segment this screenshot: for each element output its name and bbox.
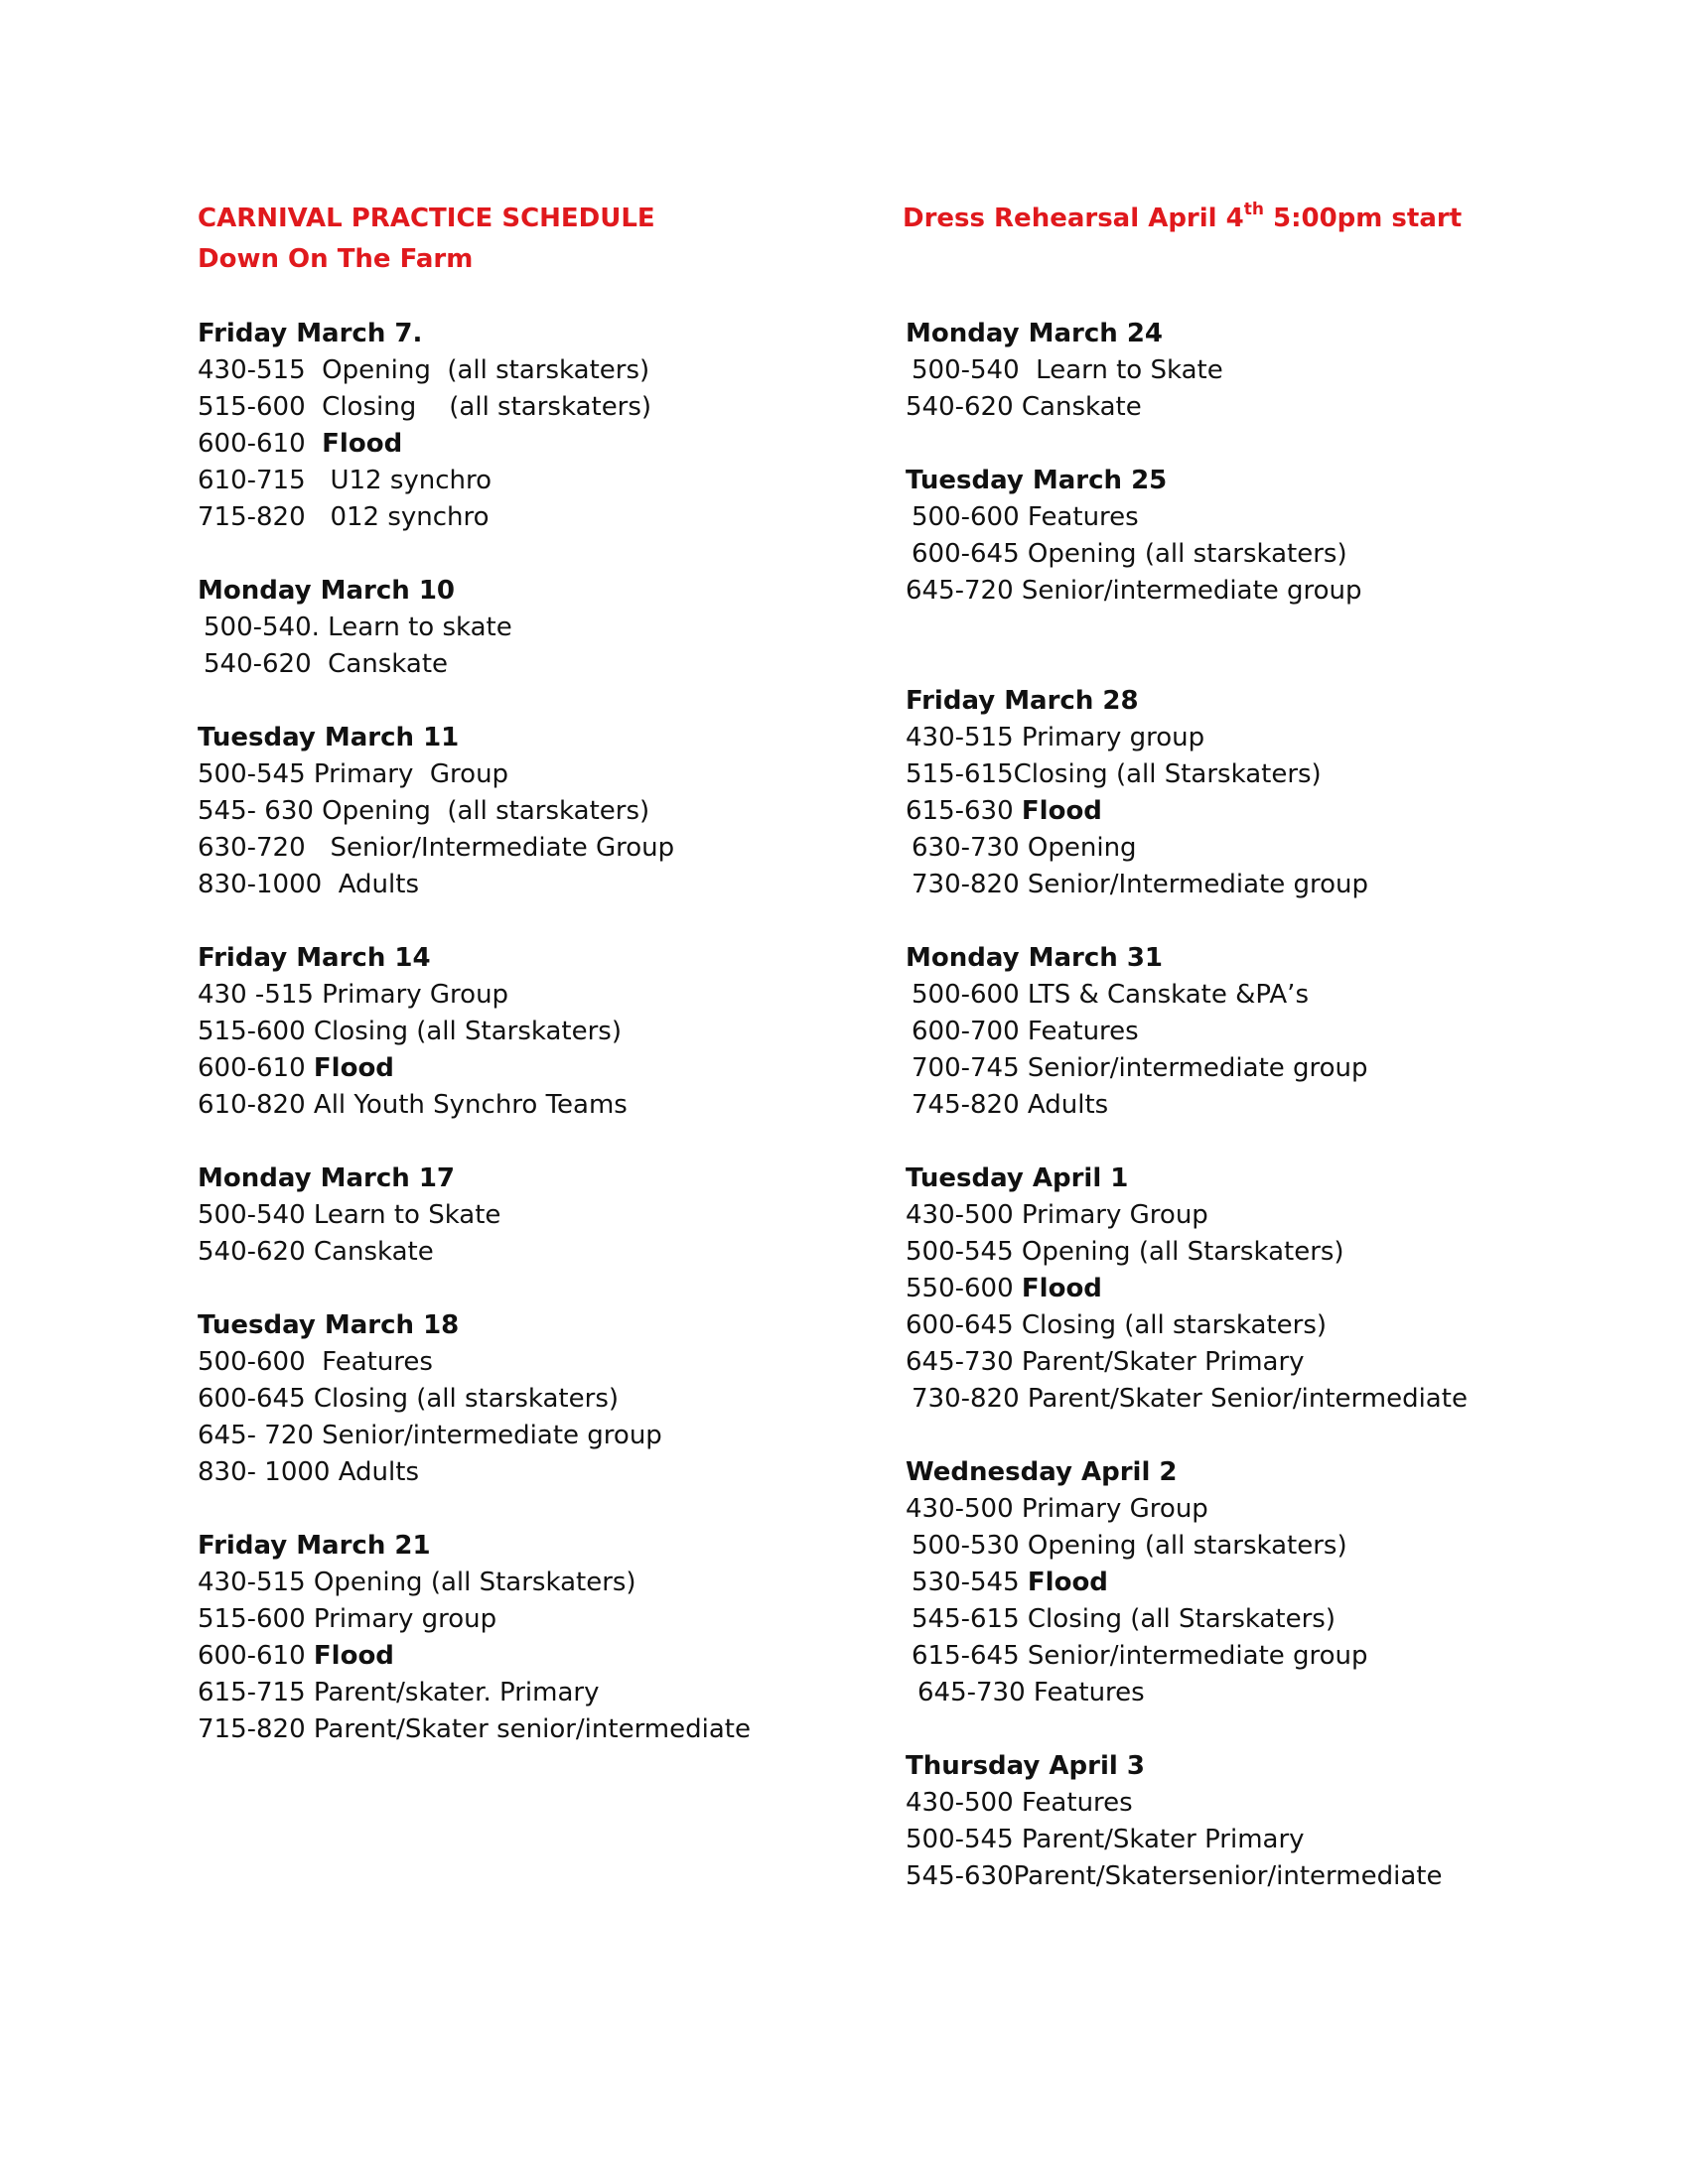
entry-activity: Primary group — [313, 1604, 497, 1634]
day-heading: Monday March 10 — [198, 576, 455, 606]
entry-spacing — [306, 1017, 314, 1046]
entry-time: 630-730 — [912, 833, 1020, 863]
entry-time: 430 -515 — [198, 980, 314, 1010]
day-heading: Friday March 14 — [198, 943, 431, 973]
schedule-entry — [906, 1050, 1660, 1087]
schedule-entry — [906, 756, 1660, 793]
entry-spacing — [1020, 1053, 1028, 1083]
entry-activity: Parent/Skater Senior/intermediate — [1027, 1384, 1468, 1414]
entry-time: 615-645 — [912, 1641, 1020, 1671]
schedule-entry — [906, 1307, 1660, 1344]
entry-spacing — [1020, 539, 1028, 569]
entry-activity: Senior/intermediate group — [1021, 576, 1362, 606]
entry-spacing — [1020, 1017, 1028, 1046]
day-block — [198, 1307, 952, 1491]
day-heading: Monday March 31 — [906, 943, 1163, 973]
entry-time: 600-610 — [198, 1641, 306, 1671]
entry-time: 500-545 — [198, 759, 306, 789]
day-block — [198, 940, 952, 1124]
entry-spacing — [1020, 502, 1028, 532]
schedule-column-left — [198, 316, 952, 1748]
entry-time: 530-545 — [912, 1568, 1020, 1597]
entry-time: 630-720 — [198, 833, 306, 863]
entry-spacing — [322, 870, 339, 899]
day-block — [198, 1160, 952, 1271]
entry-time: 430-500 — [906, 1494, 1014, 1524]
entry-activity: Closing (all starskaters) — [1021, 1310, 1328, 1340]
entry-time: 500-545 — [906, 1825, 1014, 1854]
entry-spacing — [1014, 1200, 1022, 1230]
entry-activity: 012 synchro — [330, 502, 490, 532]
entry-time: 430-515 — [198, 355, 306, 385]
entry-activity: Opening (all starskaters) — [322, 355, 650, 385]
schedule-entry — [198, 1197, 952, 1234]
entry-time: 830-1000 — [198, 870, 323, 899]
schedule-entry — [906, 720, 1660, 756]
schedule-entry — [906, 1858, 1660, 1895]
entry-time: 645-730 — [917, 1678, 1026, 1707]
schedule-entry — [906, 1822, 1660, 1858]
schedule-entry — [198, 977, 952, 1014]
entry-time: 830- 1000 — [198, 1457, 331, 1487]
entry-time: 545- 630 — [198, 796, 314, 826]
entry-time: 500-600 — [198, 1347, 306, 1377]
schedule-entry — [906, 1381, 1660, 1418]
schedule-entry — [906, 1491, 1660, 1528]
schedule-entry — [198, 1087, 952, 1124]
entry-activity: Canskate — [1021, 392, 1142, 422]
entry-time: 550-600 — [906, 1274, 1014, 1303]
entry-activity: Learn to Skate — [313, 1200, 501, 1230]
day-block — [906, 1160, 1660, 1418]
day-block — [198, 720, 952, 903]
schedule-entry — [198, 1454, 952, 1491]
schedule-entry — [198, 1711, 952, 1748]
schedule-entry — [906, 1601, 1660, 1638]
entry-flood: Flood — [313, 1641, 394, 1671]
schedule-entry — [198, 1675, 952, 1711]
entry-activity: Canskate — [313, 1237, 434, 1267]
entry-time: 600-645 — [912, 539, 1020, 569]
entry-time: 500-540 — [198, 1200, 306, 1230]
entry-time: 700-745 — [912, 1053, 1020, 1083]
entry-spacing — [1014, 392, 1022, 422]
entry-time: 730-820 — [912, 1384, 1020, 1414]
entry-activity: Opening (all Starskaters) — [313, 1568, 636, 1597]
entry-time: 430-515 — [906, 723, 1014, 752]
entry-spacing — [314, 980, 322, 1010]
entry-spacing — [306, 1384, 314, 1414]
day-heading: Tuesday March 18 — [198, 1310, 460, 1340]
entry-time: 430-515 — [198, 1568, 306, 1597]
entry-activity: Senior/intermediate group — [1027, 1641, 1368, 1671]
entry-time: 615-715 — [198, 1678, 306, 1707]
entry-time: 645- 720 — [198, 1421, 314, 1450]
entry-activity: Parent/Skater Primary — [1021, 1347, 1305, 1377]
day-heading: Tuesday April 1 — [906, 1163, 1129, 1193]
entry-activity: Features — [1027, 1017, 1139, 1046]
entry-spacing — [314, 796, 322, 826]
schedule-entry — [906, 1234, 1660, 1271]
schedule-entry — [906, 352, 1660, 389]
entry-time: 515-600 — [198, 392, 306, 422]
day-block — [198, 573, 952, 683]
day-block — [906, 463, 1660, 610]
entry-time: 500-600 — [912, 980, 1020, 1010]
entry-spacing — [1020, 1384, 1028, 1414]
entry-spacing — [306, 1604, 314, 1634]
entry-activity: All Youth Synchro Teams — [313, 1090, 628, 1120]
schedule-entry — [906, 793, 1660, 830]
day-heading: Friday March 21 — [198, 1531, 431, 1561]
entry-activity: Features — [1021, 1788, 1133, 1818]
day-block — [906, 683, 1660, 903]
entry-activity: Senior/intermediate group — [1027, 1053, 1368, 1083]
entry-flood: Flood — [313, 1053, 394, 1083]
schedule-entry — [906, 1014, 1660, 1050]
schedule-entry — [198, 1234, 952, 1271]
entry-time: 540-620 — [198, 1237, 306, 1267]
entry-time: 540-620 — [906, 392, 1014, 422]
entry-activity: Closing (all Starskaters) — [1013, 759, 1322, 789]
entry-spacing — [306, 1347, 323, 1377]
entry-spacing — [1020, 1531, 1028, 1561]
entry-time: 515-600 — [198, 1017, 306, 1046]
entry-activity: Parent/Skater Primary — [1021, 1825, 1305, 1854]
entry-activity: Features — [1033, 1678, 1145, 1707]
schedule-entry — [198, 352, 952, 389]
schedule-entry — [198, 1418, 952, 1454]
entry-activity: Primary Group — [1021, 1494, 1208, 1524]
entry-spacing — [1014, 1494, 1022, 1524]
schedule-entry — [198, 1601, 952, 1638]
entry-time: 545-615 — [912, 1604, 1020, 1634]
entry-activity: Opening (all Starskaters) — [1021, 1237, 1344, 1267]
entry-activity: Features — [1027, 502, 1139, 532]
entry-activity: Opening — [1027, 833, 1137, 863]
entry-spacing — [1014, 1825, 1022, 1854]
entry-time: 515-615 — [906, 759, 1014, 789]
entry-time: 500-540 — [912, 355, 1020, 385]
schedule-entry — [906, 1197, 1660, 1234]
schedule-title: CARNIVAL PRACTICE SCHEDULE — [198, 204, 655, 233]
entry-activity: Adults — [338, 870, 419, 899]
entry-activity: Primary Group — [313, 759, 509, 789]
schedule-entry — [198, 1014, 952, 1050]
entry-spacing — [306, 1200, 314, 1230]
entry-flood: Flood — [1027, 1568, 1108, 1597]
entry-spacing — [1026, 1678, 1034, 1707]
entry-spacing — [330, 1457, 338, 1487]
entry-time: 600-610 — [198, 429, 306, 459]
entry-spacing — [306, 502, 331, 532]
schedule-entry — [198, 610, 952, 646]
schedule-entry — [906, 1087, 1660, 1124]
entry-activity: Learn to skate — [328, 613, 512, 642]
entry-time: 500-530 — [912, 1531, 1020, 1561]
entry-flood: Flood — [1021, 796, 1102, 826]
day-block — [906, 940, 1660, 1124]
entry-spacing — [1020, 870, 1028, 899]
entry-activity: Parent/skater. Primary — [313, 1678, 600, 1707]
entry-spacing — [306, 1090, 314, 1120]
day-block — [906, 1454, 1660, 1711]
day-block — [906, 1748, 1660, 1895]
entry-spacing — [1020, 1568, 1028, 1597]
entry-time: 500-600 — [912, 502, 1020, 532]
schedule-entry — [906, 867, 1660, 903]
entry-spacing — [1020, 1641, 1028, 1671]
schedule-entry — [198, 793, 952, 830]
entry-time: 745-820 — [912, 1090, 1020, 1120]
schedule-entry — [906, 1344, 1660, 1381]
entry-time: 645-730 — [906, 1347, 1014, 1377]
schedule-entry — [198, 756, 952, 793]
schedule-entry — [906, 1565, 1660, 1601]
day-heading: Monday March 17 — [198, 1163, 455, 1193]
schedule-column-right — [906, 316, 1660, 1895]
entry-time: 515-600 — [198, 1604, 306, 1634]
day-block — [198, 1528, 952, 1748]
day-block — [198, 316, 952, 536]
entry-spacing — [306, 1714, 314, 1744]
entry-time: 545-630 — [906, 1861, 1014, 1891]
entry-activity: Opening (all starskaters) — [1027, 539, 1347, 569]
entry-spacing — [320, 613, 328, 642]
entry-spacing — [1020, 980, 1028, 1010]
entry-spacing — [306, 1568, 314, 1597]
schedule-entry — [198, 646, 952, 683]
entry-flood: Flood — [1021, 1274, 1102, 1303]
schedule-entry — [198, 830, 952, 867]
entry-spacing — [1014, 1310, 1022, 1340]
entry-time: 600-645 — [906, 1310, 1014, 1340]
schedule-entry — [906, 573, 1660, 610]
schedule-entry — [198, 1344, 952, 1381]
schedule-entry — [198, 1638, 952, 1675]
schedule-entry — [198, 499, 952, 536]
entry-time: 645-720 — [906, 576, 1014, 606]
schedule-entry — [906, 1638, 1660, 1675]
entry-activity: Adults — [338, 1457, 419, 1487]
day-heading: Monday March 24 — [906, 319, 1163, 348]
schedule-entry — [906, 499, 1660, 536]
entry-spacing — [306, 759, 314, 789]
entry-spacing — [1020, 1090, 1028, 1120]
entry-activity: Senior/intermediate group — [322, 1421, 662, 1450]
day-heading: Tuesday March 11 — [198, 723, 460, 752]
schedule-entry — [198, 389, 952, 426]
entry-activity: Parent/Skater senior/intermediate — [313, 1714, 751, 1744]
entry-activity: Adults — [1027, 1090, 1109, 1120]
entry-activity: Canskate — [328, 649, 449, 679]
entry-spacing — [314, 1421, 322, 1450]
schedule-entry — [198, 1565, 952, 1601]
entry-activity: Primary Group — [1021, 1200, 1208, 1230]
day-heading: Thursday April 3 — [906, 1751, 1145, 1781]
entry-time: 715-820 — [198, 502, 306, 532]
entry-time: 610-715 — [198, 466, 306, 495]
entry-spacing — [306, 466, 331, 495]
entry-spacing — [1014, 1237, 1022, 1267]
entry-time: 730-820 — [912, 870, 1020, 899]
entry-spacing — [1020, 833, 1028, 863]
entry-spacing — [1014, 1347, 1022, 1377]
entry-time: 600-610 — [198, 1053, 306, 1083]
entry-activity: Features — [322, 1347, 433, 1377]
entry-flood: Flood — [322, 429, 403, 459]
schedule-entry — [906, 536, 1660, 573]
entry-activity: Senior/Intermediate Group — [330, 833, 675, 863]
day-heading: Tuesday March 25 — [906, 466, 1168, 495]
day-block — [906, 316, 1660, 426]
entry-time: 600-700 — [912, 1017, 1020, 1046]
entry-spacing — [306, 355, 323, 385]
entry-activity: Opening (all starskaters) — [1027, 1531, 1347, 1561]
entry-time: 615-630 — [906, 796, 1014, 826]
entry-activity: Closing (all Starskaters) — [1027, 1604, 1336, 1634]
entry-spacing — [306, 1053, 314, 1083]
schedule-entry — [198, 867, 952, 903]
entry-time: 500-540. — [204, 613, 320, 642]
dress-rehearsal-note: Dress Rehearsal April 4th 5:00pm start — [903, 200, 1463, 233]
schedule-entry — [906, 1785, 1660, 1822]
entry-spacing — [1014, 1788, 1022, 1818]
schedule-entry — [906, 1271, 1660, 1307]
entry-time: 500-545 — [906, 1237, 1014, 1267]
entry-time: 430-500 — [906, 1788, 1014, 1818]
schedule-subtitle: Down On The Farm — [198, 244, 474, 274]
entry-activity: Primary Group — [322, 980, 509, 1010]
entry-time: 430-500 — [906, 1200, 1014, 1230]
entry-spacing — [306, 392, 323, 422]
entry-activity: Closing (all Starskaters) — [313, 1017, 622, 1046]
schedule-entry — [198, 1381, 952, 1418]
entry-activity: Parent/Skatersenior/intermediate — [1013, 1861, 1443, 1891]
entry-spacing — [1014, 723, 1022, 752]
schedule-entry — [198, 1050, 952, 1087]
entry-spacing — [306, 1678, 314, 1707]
entry-spacing — [1020, 1604, 1028, 1634]
entry-time: 715-820 — [198, 1714, 306, 1744]
entry-spacing — [1014, 796, 1022, 826]
schedule-entry — [906, 1528, 1660, 1565]
entry-spacing — [1014, 1274, 1022, 1303]
entry-activity: Closing (all starskaters) — [313, 1384, 620, 1414]
day-heading: Friday March 28 — [906, 686, 1139, 716]
entry-activity: Opening (all starskaters) — [322, 796, 650, 826]
schedule-entry — [906, 977, 1660, 1014]
schedule-entry — [906, 389, 1660, 426]
entry-time: 540-620 — [204, 649, 312, 679]
entry-spacing — [306, 833, 331, 863]
entry-spacing — [306, 1237, 314, 1267]
schedule-entry — [906, 830, 1660, 867]
entry-spacing — [312, 649, 329, 679]
entry-spacing — [306, 1641, 314, 1671]
schedule-entry — [198, 426, 952, 463]
entry-spacing — [306, 429, 323, 459]
entry-time: 600-645 — [198, 1384, 306, 1414]
entry-activity: U12 synchro — [330, 466, 492, 495]
entry-activity: LTS & Canskate &PA’s — [1027, 980, 1309, 1010]
day-heading: Wednesday April 2 — [906, 1457, 1178, 1487]
entry-activity: Primary group — [1021, 723, 1205, 752]
entry-activity: Closing (all starskaters) — [322, 392, 652, 422]
schedule-entry — [198, 463, 952, 499]
entry-activity: Learn to Skate — [1036, 355, 1223, 385]
day-heading: Friday March 7. — [198, 319, 423, 348]
entry-spacing — [1020, 355, 1037, 385]
schedule-entry — [906, 1675, 1660, 1711]
entry-spacing — [1014, 576, 1022, 606]
entry-activity: Senior/Intermediate group — [1027, 870, 1368, 899]
entry-time: 610-820 — [198, 1090, 306, 1120]
